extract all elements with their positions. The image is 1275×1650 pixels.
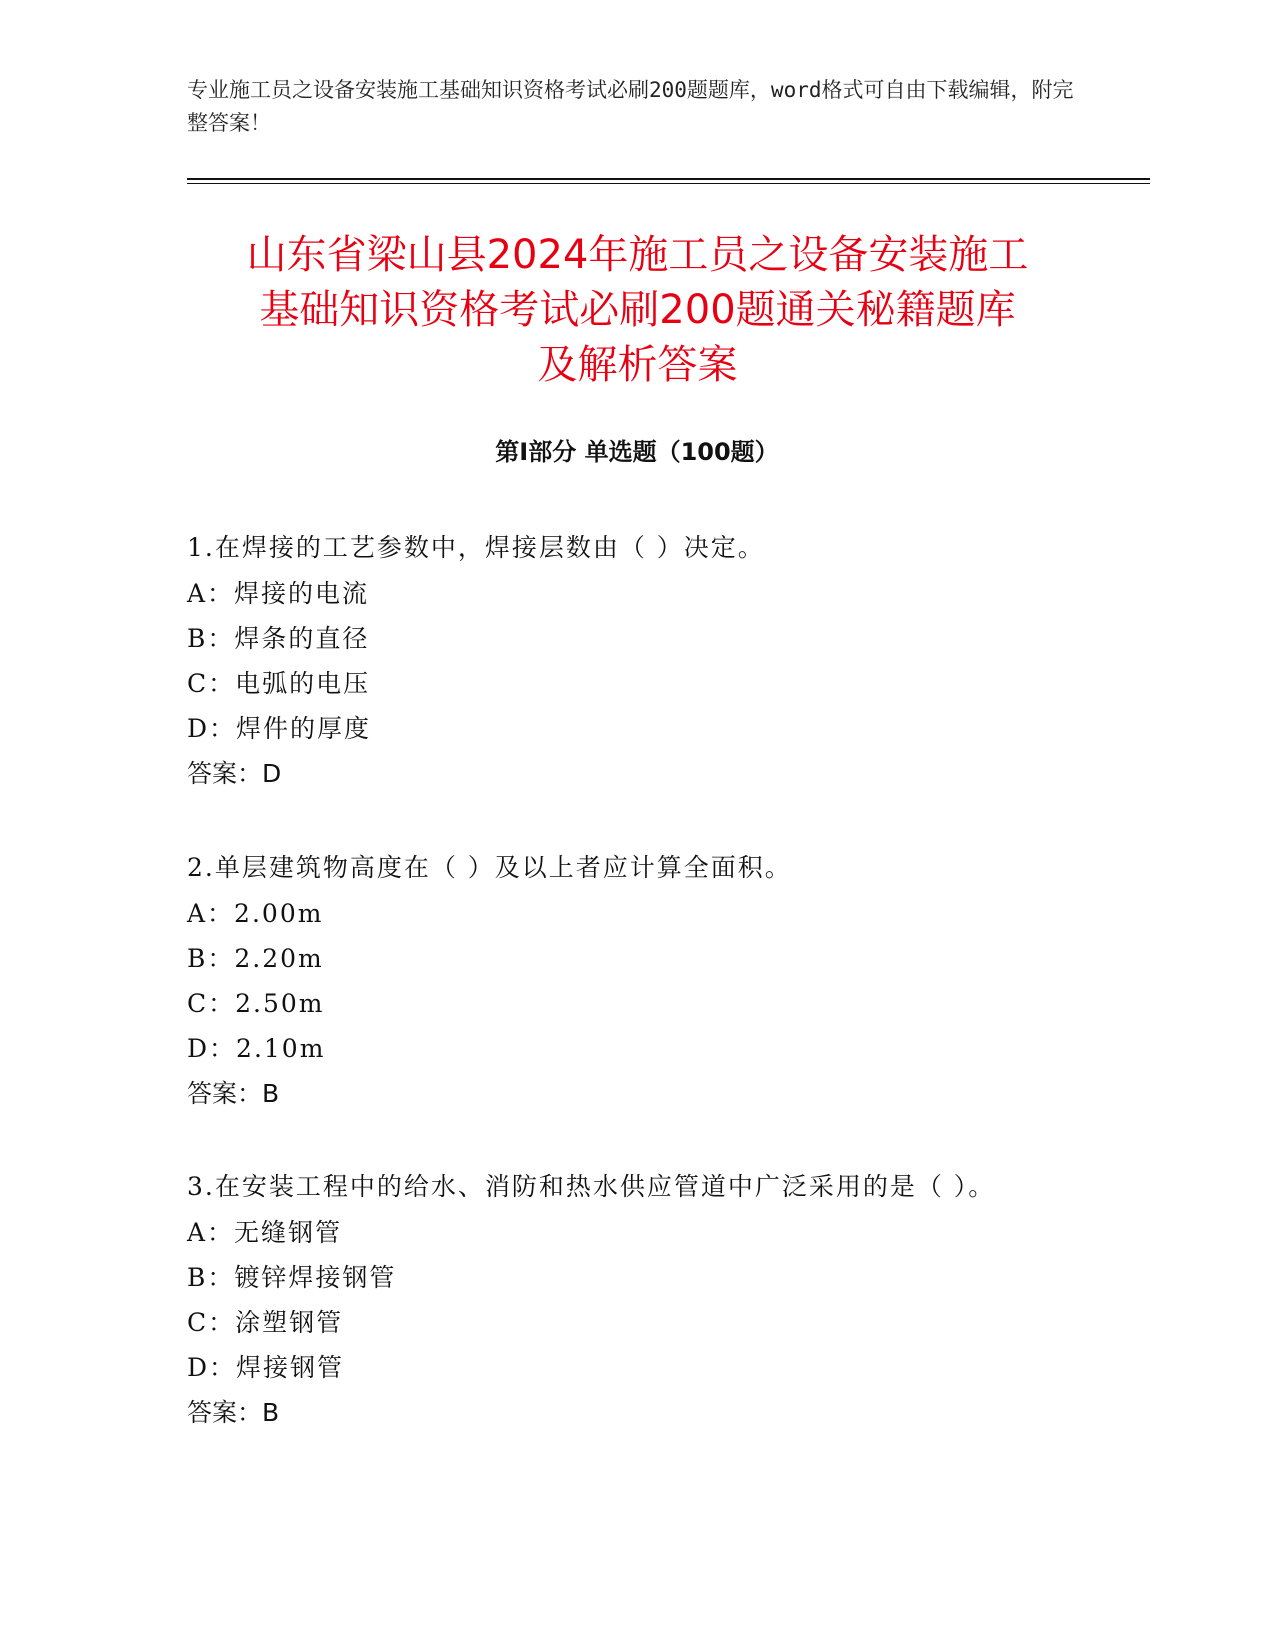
option-a: A：2.00m (187, 899, 324, 928)
question-stem: 1.在焊接的工艺参数中，焊接层数由（ ）决定。 (187, 533, 765, 562)
answer: 答案：B (187, 1079, 280, 1108)
section-title: 第Ⅰ部分 单选题（100题） (495, 438, 779, 466)
question-2 (187, 845, 1107, 1116)
answer: 答案：B (187, 1398, 280, 1427)
option-c: C：涂塑钢管 (187, 1308, 344, 1337)
document-title-line-1: 山东省梁山县2024年施工员之设备安装施工 (246, 232, 1029, 278)
question-stem: 2.单层建筑物高度在（ ）及以上者应计算全面积。 (187, 853, 792, 882)
option-c: C：2.50m (187, 989, 325, 1018)
option-a: A：焊接的电流 (187, 579, 370, 608)
document-title-line-2: 基础知识资格考试必刷200题通关秘籍题库 (259, 287, 1016, 333)
question-3 (187, 1164, 1107, 1435)
option-a: A：无缝钢管 (187, 1218, 343, 1247)
header-divider-thick (187, 178, 1150, 180)
header-divider-thin (187, 183, 1150, 184)
option-d: D：焊接钢管 (187, 1353, 345, 1382)
option-d: D：焊件的厚度 (187, 714, 372, 743)
option-b: B：镀锌焊接钢管 (187, 1263, 397, 1292)
header-note: 专业施工员之设备安装施工基础知识资格考试必刷200题题库，word格式可自由下载编辑，附完整答案！ (187, 78, 1074, 135)
option-c: C：电弧的电压 (187, 669, 371, 698)
question-stem: 3.在安装工程中的给水、消防和热水供应管道中广泛采用的是（ ）。 (187, 1172, 996, 1201)
document-title (140, 228, 1135, 393)
document-title-line-3: 及解析答案 (537, 342, 738, 388)
question-1 (187, 525, 1107, 796)
option-b: B：2.20m (187, 944, 324, 973)
option-b: B：焊条的直径 (187, 624, 370, 653)
answer: 答案：D (187, 759, 282, 788)
option-d: D：2.10m (187, 1034, 326, 1063)
